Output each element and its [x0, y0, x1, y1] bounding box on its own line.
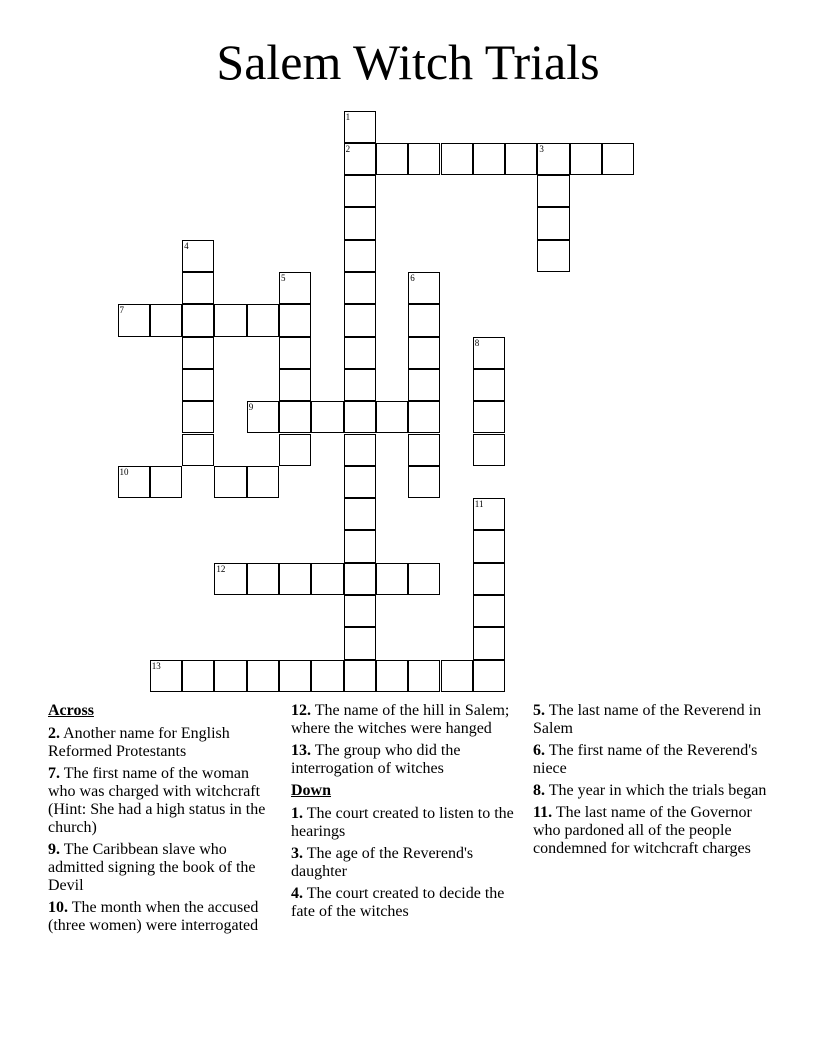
grid-cell[interactable] — [408, 434, 440, 466]
grid-cell[interactable] — [182, 369, 214, 401]
grid-cell[interactable] — [344, 563, 376, 595]
clue-text: The court created to decide the fate of the witches — [291, 885, 505, 920]
grid-cell[interactable] — [344, 627, 376, 659]
grid-cell[interactable] — [182, 337, 214, 369]
grid-cell[interactable] — [311, 401, 343, 433]
grid-cell[interactable] — [344, 369, 376, 401]
grid-cell[interactable] — [118, 304, 150, 336]
clue-item — [48, 841, 280, 895]
clue-item — [48, 725, 280, 761]
clue-text: Another name for English Reformed Protestants — [48, 725, 230, 760]
cell-number: 5 — [281, 273, 286, 283]
grid-cell[interactable] — [344, 595, 376, 627]
grid-cell[interactable] — [279, 304, 311, 336]
cell-number: 8 — [474, 337, 480, 348]
grid-cell[interactable] — [247, 466, 279, 498]
grid-cell[interactable] — [182, 272, 214, 304]
cell-number: 12 — [216, 563, 226, 574]
grid-cell[interactable] — [344, 272, 376, 304]
cell-number: 9 — [248, 402, 254, 413]
grid-cell[interactable] — [311, 563, 343, 595]
cell-number: 3 — [539, 143, 544, 154]
clue-number: 9. — [48, 841, 60, 858]
clue-text: The Caribbean slave who admitted signing the book of the Devil — [48, 841, 256, 894]
clue-item — [291, 742, 523, 778]
cell-number: 13 — [151, 660, 161, 671]
grid-cell[interactable] — [473, 563, 505, 595]
clues-column-1 — [48, 702, 280, 939]
clue-number: 10. — [48, 899, 68, 916]
grid-cell[interactable] — [473, 660, 505, 692]
grid-cell[interactable] — [247, 660, 279, 692]
grid-cell[interactable] — [505, 143, 537, 175]
grid-cell[interactable] — [344, 143, 376, 175]
grid-cell[interactable] — [473, 434, 505, 466]
grid-cell[interactable] — [247, 401, 279, 433]
cell-number: 10 — [119, 466, 129, 477]
grid-cell[interactable] — [279, 272, 311, 304]
grid-cell[interactable] — [537, 240, 569, 272]
grid-cell[interactable] — [408, 660, 440, 692]
grid-cell[interactable] — [473, 337, 505, 369]
grid-cell[interactable] — [344, 111, 376, 143]
grid-cell[interactable] — [473, 498, 505, 530]
clue-number: 3. — [291, 845, 303, 862]
cell-number: 6 — [410, 273, 415, 283]
grid-cell[interactable] — [408, 337, 440, 369]
grid-cell[interactable] — [602, 143, 634, 175]
clue-number: 5. — [533, 702, 545, 719]
grid-cell[interactable] — [344, 304, 376, 336]
grid-cell[interactable] — [247, 563, 279, 595]
grid-cell[interactable] — [376, 563, 408, 595]
clue-number: 7. — [48, 765, 60, 782]
grid-cell[interactable] — [408, 143, 440, 175]
grid-cell[interactable] — [376, 143, 408, 175]
grid-cell[interactable] — [118, 466, 150, 498]
grid-cell[interactable] — [344, 530, 376, 562]
grid-cell[interactable] — [344, 498, 376, 530]
grid-cell[interactable] — [570, 143, 602, 175]
grid-cell[interactable] — [279, 337, 311, 369]
clue-item — [291, 702, 523, 738]
down-header: Down — [291, 782, 332, 799]
across-header: Across — [48, 702, 94, 719]
grid-cell[interactable] — [441, 660, 473, 692]
grid-cell[interactable] — [376, 660, 408, 692]
clues-column-3 — [533, 702, 773, 862]
clue-item — [533, 782, 773, 800]
grid-cell[interactable] — [344, 175, 376, 207]
grid-cell[interactable] — [473, 143, 505, 175]
grid-cell[interactable] — [182, 304, 214, 336]
cell-number: 4 — [184, 240, 189, 251]
clue-number: 8. — [533, 782, 545, 799]
grid-cell[interactable] — [344, 401, 376, 433]
cell-number: 2 — [345, 143, 351, 154]
grid-cell[interactable] — [279, 369, 311, 401]
grid-cell[interactable] — [537, 143, 569, 175]
clue-item — [48, 765, 280, 837]
grid-cell[interactable] — [344, 240, 376, 272]
grid-cell[interactable] — [473, 530, 505, 562]
clue-item — [533, 742, 773, 778]
clue-number: 4. — [291, 885, 303, 902]
grid-cell[interactable] — [279, 401, 311, 433]
grid-cell[interactable] — [408, 401, 440, 433]
grid-cell[interactable] — [182, 240, 214, 272]
grid-cell[interactable] — [473, 595, 505, 627]
clue-text: The court created to listen to the hearings — [291, 805, 514, 840]
clue-text: The group who did the interrogation of witches — [291, 742, 461, 777]
grid-cell[interactable] — [344, 466, 376, 498]
grid-cell[interactable] — [473, 369, 505, 401]
clue-number: 1. — [291, 805, 303, 822]
clue-text: The name of the hill in Salem; where the witches were hanged — [291, 702, 510, 737]
clue-text: The month when the accused (three women) were interrogated — [48, 899, 259, 934]
grid-cell[interactable] — [537, 175, 569, 207]
clue-text: The age of the Reverend's daughter — [291, 845, 474, 880]
clue-item — [533, 702, 773, 738]
clue-text: The first name of the woman who was charged with witchcraft (Hint: She had a high status in the church) — [48, 765, 266, 836]
grid-cell[interactable] — [182, 401, 214, 433]
grid-cell[interactable] — [279, 434, 311, 466]
cell-number: 7 — [119, 305, 124, 316]
cell-number: 1 — [345, 111, 351, 122]
grid-cell[interactable] — [344, 434, 376, 466]
grid-cell[interactable] — [537, 207, 569, 239]
grid-cell[interactable] — [408, 563, 440, 595]
clue-text: The last name of the Reverend in Salem — [533, 702, 762, 737]
grid-cell[interactable] — [344, 660, 376, 692]
clues-column-2 — [291, 702, 523, 925]
clue-number: 11. — [533, 804, 553, 821]
grid-cell[interactable] — [279, 660, 311, 692]
clue-number: 6. — [533, 742, 545, 759]
clue-text: The year in which the trials began — [545, 782, 767, 799]
grid-cell[interactable] — [214, 563, 246, 595]
grid-cell[interactable] — [473, 627, 505, 659]
grid-cell[interactable] — [376, 401, 408, 433]
grid-cell[interactable] — [344, 337, 376, 369]
grid-cell[interactable] — [214, 304, 246, 336]
clue-text: The last name of the Governor who pardoned all of the people condemned for witchcraft charges — [533, 804, 752, 857]
grid-cell[interactable] — [247, 304, 279, 336]
grid-cell[interactable] — [408, 272, 440, 304]
clue-text: The first name of the Reverend's niece — [533, 742, 758, 777]
grid-cell[interactable] — [150, 660, 182, 692]
clue-item — [291, 845, 523, 881]
puzzle-title: Salem Witch Trials — [216, 34, 600, 90]
grid-cell[interactable] — [473, 401, 505, 433]
cell-number: 11 — [474, 499, 484, 510]
grid-cell[interactable] — [408, 369, 440, 401]
grid-cell[interactable] — [150, 304, 182, 336]
grid-cell[interactable] — [408, 304, 440, 336]
clue-item — [533, 804, 773, 858]
clue-item — [48, 899, 280, 935]
grid-cell[interactable] — [214, 660, 246, 692]
clue-number: 13. — [291, 742, 311, 759]
clue-number: 12. — [291, 702, 311, 719]
grid-cell[interactable] — [311, 660, 343, 692]
grid-cell[interactable] — [408, 466, 440, 498]
clue-item — [291, 805, 523, 841]
clue-item — [291, 885, 523, 921]
grid-cell[interactable] — [182, 660, 214, 692]
grid-cell[interactable] — [150, 466, 182, 498]
grid-cell[interactable] — [441, 143, 473, 175]
grid-cell[interactable] — [214, 466, 246, 498]
grid-cell[interactable] — [279, 563, 311, 595]
clue-number: 2. — [48, 725, 60, 742]
grid-cell[interactable] — [182, 434, 214, 466]
grid-cell[interactable] — [344, 207, 376, 239]
